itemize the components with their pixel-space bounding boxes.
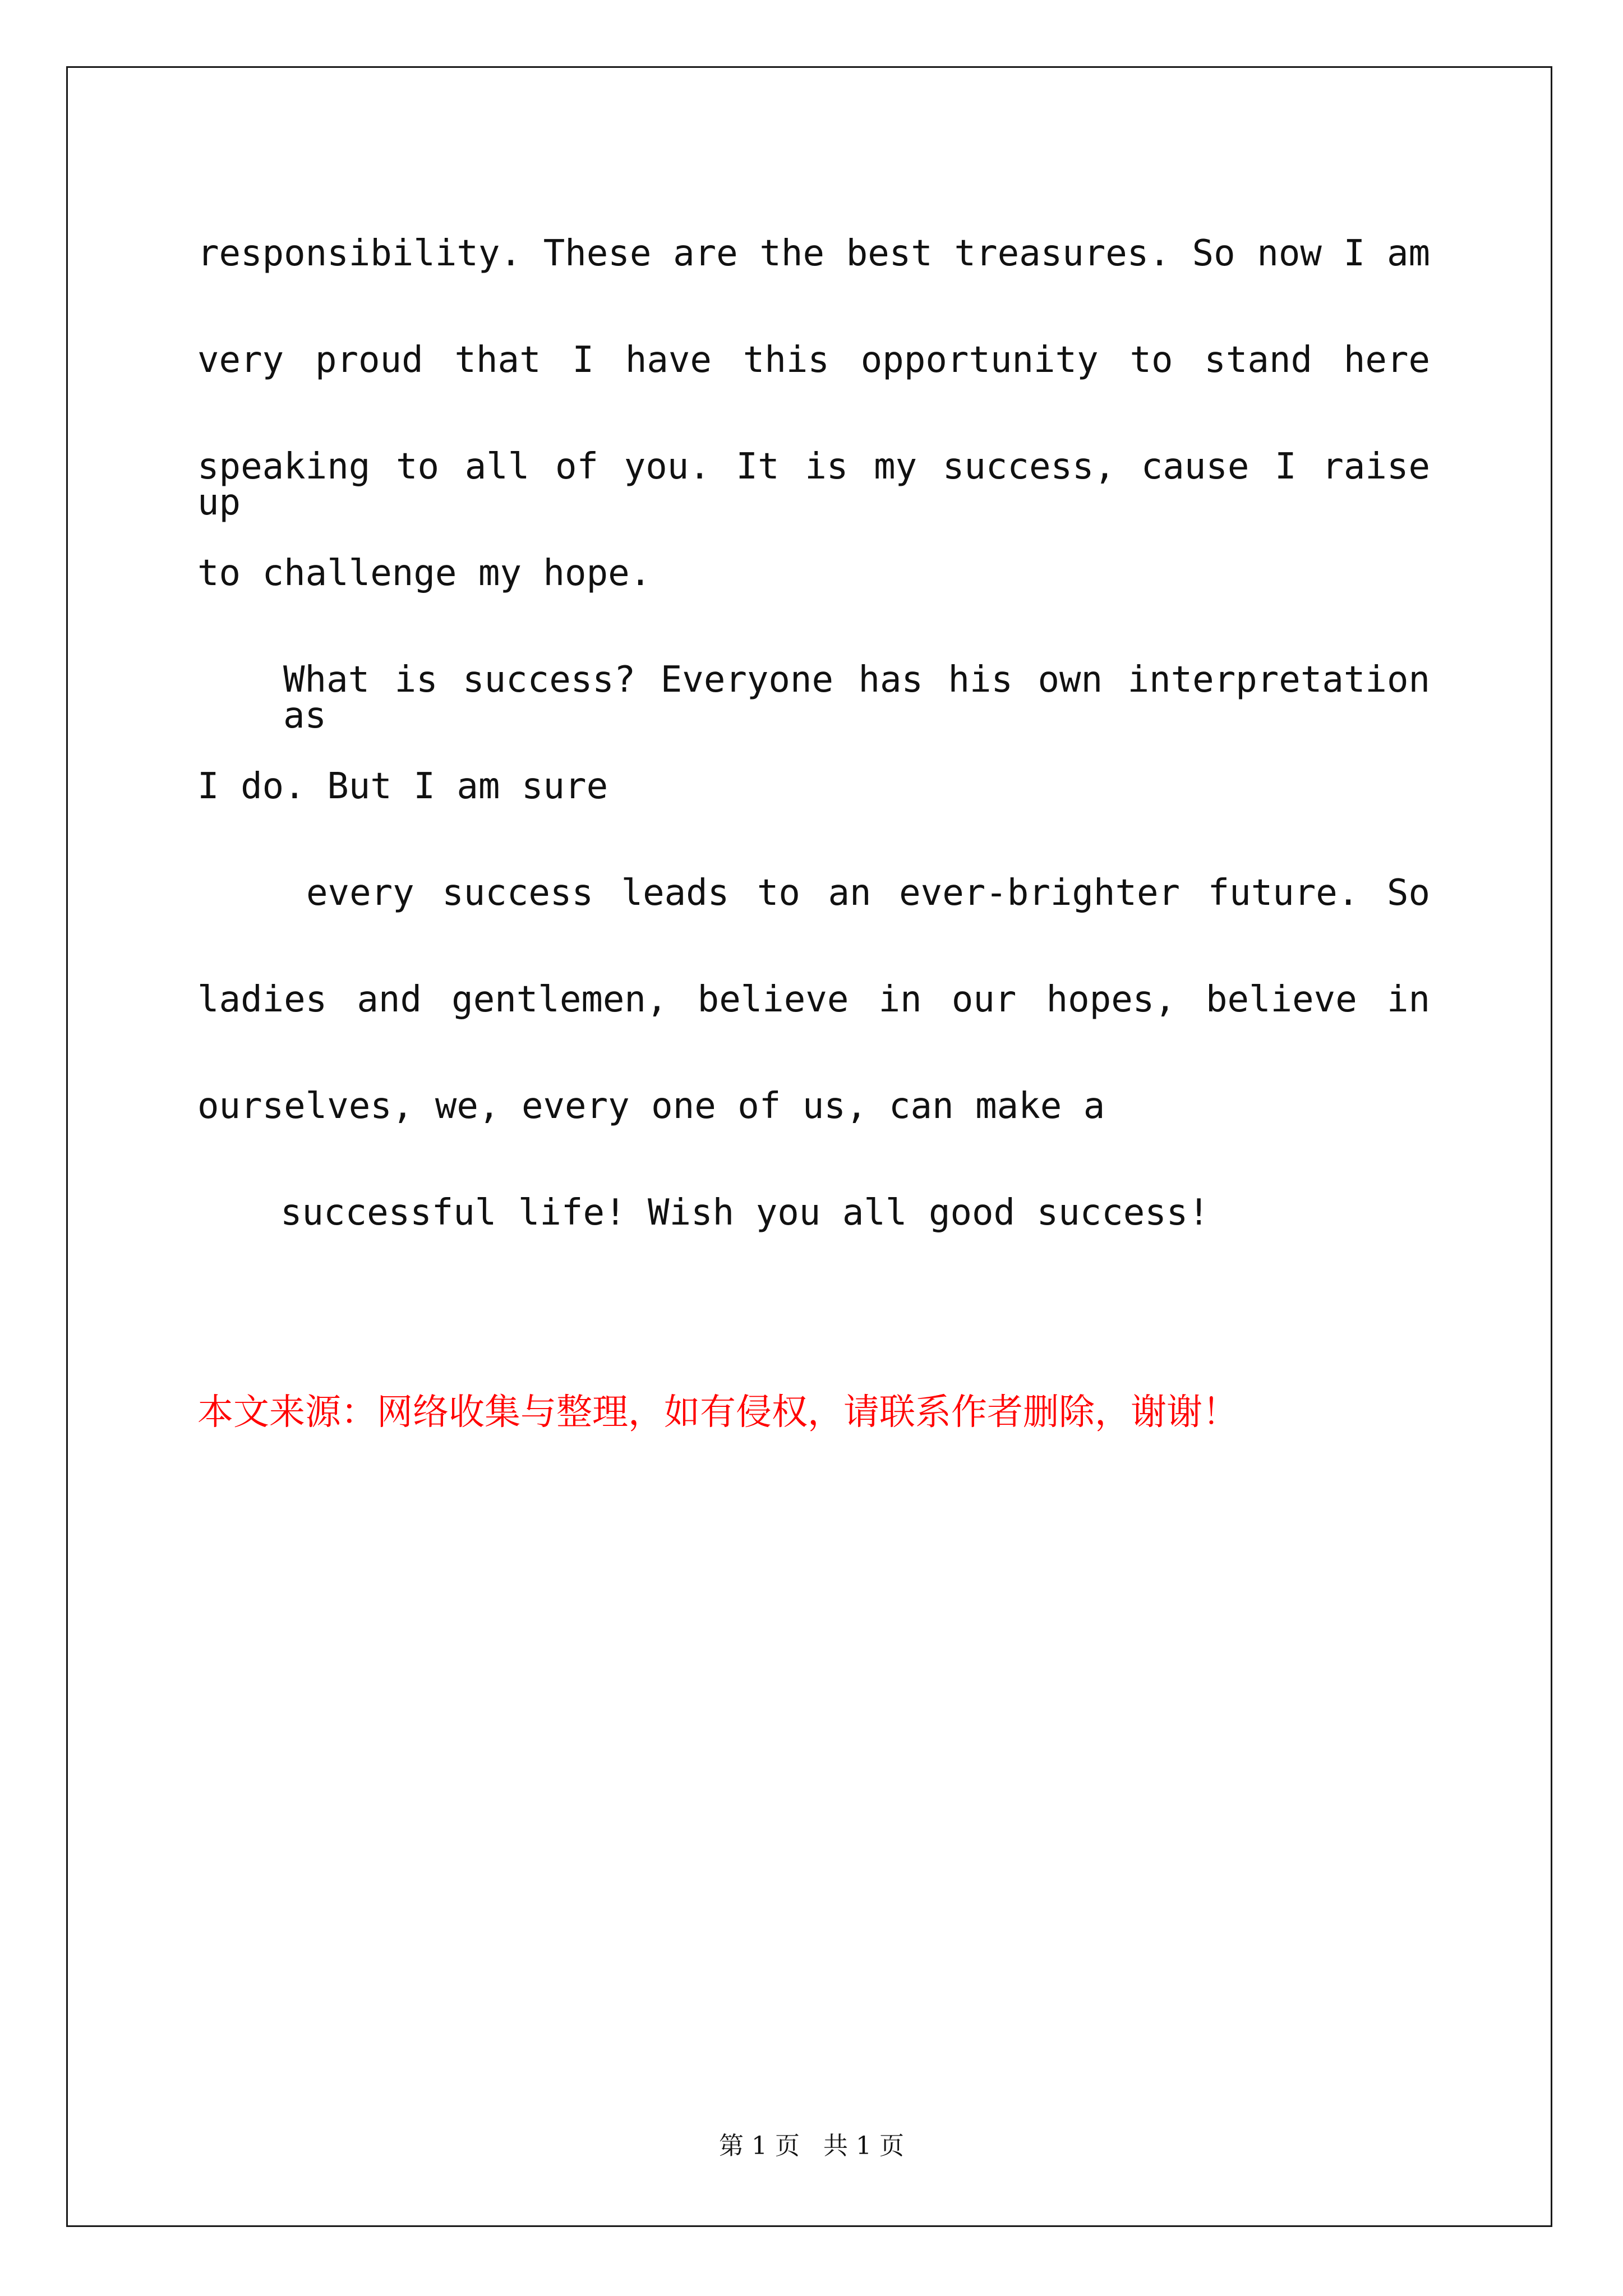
footer-spacer xyxy=(800,2132,823,2160)
body-line-10: successful life! Wish you all good success! xyxy=(280,1192,1210,1234)
body-line-4: to challenge my hope. xyxy=(197,553,652,594)
body-line-2: very proud that I have this opportunity to stand here xyxy=(197,339,1430,381)
body-line-5: What is success? Everyone has his own interpretation as xyxy=(283,659,1430,737)
source-notice: 本文来源：网络收集与整理，如有侵权，请联系作者删除，谢谢！ xyxy=(197,1392,1238,1433)
body-line-7: every success leads to an ever-brighter future. So xyxy=(306,872,1430,914)
body-line-6: I do. But I am sure xyxy=(197,766,608,807)
page-current: 第 1 页 xyxy=(719,2132,800,2160)
page-footer xyxy=(0,2134,1623,2159)
page-border xyxy=(66,66,1552,2227)
body-line-1: responsibility. These are the best treasures. So now I am xyxy=(197,233,1430,274)
page-total: 共 1 页 xyxy=(823,2132,904,2160)
body-line-3: speaking to all of you. It is my success, cause I raise up xyxy=(197,446,1430,523)
body-line-9: ourselves, we, every one of us, can make a xyxy=(197,1085,1105,1127)
body-line-8: ladies and gentlemen, believe in our hopes, believe in xyxy=(197,979,1430,1020)
